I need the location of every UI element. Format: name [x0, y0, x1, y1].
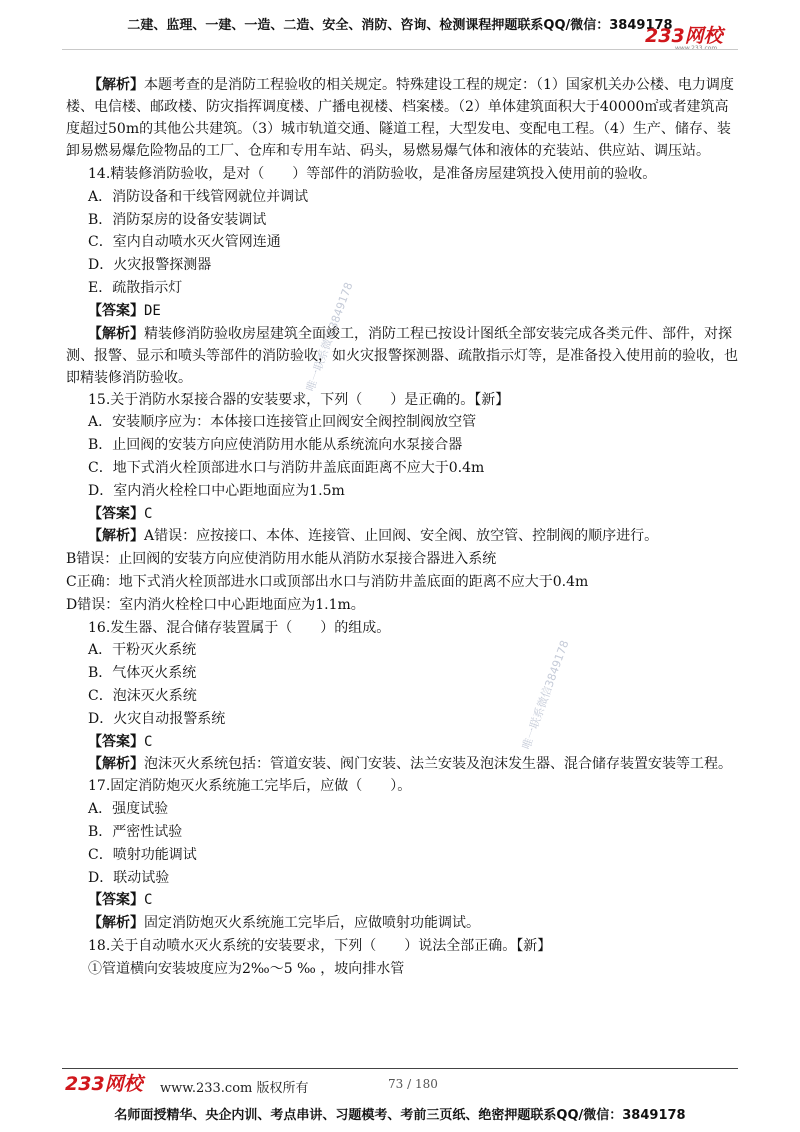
q17-stem: 17.固定消防炮灭火系统施工完毕后，应做（ ）。	[88, 778, 412, 795]
brand-logo	[643, 22, 738, 52]
answer-tag: 【答案】	[88, 892, 144, 909]
q15-analysis-c: C正确：地下式消火栓顶部进水口或顶部出水口与消防井盖底面的距离不应大于0.4m	[66, 573, 589, 590]
analysis-tag: 【解析】	[88, 915, 144, 932]
analysis-tag: 【解析】	[88, 528, 144, 545]
q16-option-d: D．火灾自动报警系统	[88, 710, 226, 727]
footer-divider	[62, 1068, 738, 1069]
footer-copyright: www.233.com 版权所有	[160, 1081, 309, 1096]
q14-option-b: B．消防泵房的设备安装调试	[88, 211, 267, 228]
q15-option-b: B．止回阀的安装方向应使消防用水能从系统流向水泵接合器	[88, 437, 463, 454]
analysis-text: 泡沫灭火系统包括：管道安装、阀门安装、法兰安装及泡沫发生器、混合储存装置安装等工程。	[144, 756, 732, 773]
analysis-text: 精装修消防验收房屋建筑全面竣工，消防工程已按设计图纸全部安装完成各类元件、部件，对探测、报警、显示和喷头等部件的消防验收，如火灾报警探测器、疏散指示灯等，是准备投入使用前的验收，也即精装修消防验收。	[66, 325, 738, 386]
q15-analysis-d: D错误：室内消火栓栓口中心距地面应为1.1m。	[66, 596, 365, 613]
q15-answer	[66, 503, 740, 526]
q15-option-c: C．地下式消火栓顶部进水口与消防井盖底面距离不应大于0.4m	[88, 459, 485, 476]
watermark: 唯一联系微信3849178	[519, 638, 572, 752]
logo-text: 233网校	[645, 25, 723, 47]
analysis-tag: 【解析】	[88, 77, 144, 93]
document-body	[66, 74, 740, 981]
analysis-text: 固定消防炮灭火系统施工完毕后，应做喷射功能调试。	[144, 915, 480, 932]
q17-option-c: C．喷射功能调试	[88, 846, 197, 863]
footer-brand-logo	[64, 1070, 150, 1096]
q17-analysis	[66, 912, 740, 935]
q14-option-e: E．疏散指示灯	[88, 279, 183, 296]
q17-answer	[66, 889, 740, 912]
q15-analysis-a	[66, 525, 740, 548]
q13-analysis	[66, 74, 740, 162]
q14-answer	[66, 300, 740, 323]
q17-option-d: D．联动试验	[88, 869, 170, 886]
analysis-text: A错误：应按接口、本体、连接管、止回阀、安全阀、放空管、控制阀的顺序进行。	[144, 528, 659, 545]
q18-item-1: ①管道横向安装坡度应为2‰～5 ‰ ，坡向排水管	[88, 960, 405, 977]
q14-stem: 14.精装修消防验收，是对（ ）等部件的消防验收，是准备房屋建筑投入使用前的验收。	[88, 166, 657, 182]
q15-stem: 15.关于消防水泵接合器的安装要求，下列（ ）是正确的。【新】	[88, 391, 510, 408]
q16-stem: 16.发生器、混合储存装置属于（ ）的组成。	[88, 619, 391, 636]
q14-option-c: C．室内自动喷水灭火管网连通	[88, 234, 281, 251]
q18-stem: 18.关于自动喷水灭火系统的安装要求，下列（ ）说法全部正确。【新】	[88, 937, 552, 954]
q16-option-b: B．气体灭火系统	[88, 665, 197, 682]
q15-option-d: D．室内消火栓栓口中心距地面应为1.5m	[88, 482, 345, 499]
q16-analysis	[66, 753, 740, 775]
q15-option-a: A．安装顺序应为：本体接口连接管止回阀安全阀控制阀放空管	[88, 414, 477, 431]
answer-tag: 【答案】	[88, 302, 144, 319]
q14-option-d: D．火灾报警探测器	[88, 257, 212, 274]
page-header	[0, 0, 800, 52]
q14-analysis	[66, 323, 740, 389]
header-divider	[62, 49, 738, 50]
q14-option-a: A．消防设备和干线管网就位并调试	[88, 188, 309, 205]
footer-logo-text: 233网校	[65, 1073, 143, 1095]
q16-answer	[66, 731, 740, 754]
footer-banner: 名师面授精华、央企内训、考点串讲、习题模考、考前三页纸、绝密押题联系QQ/微信：3849178	[114, 1108, 686, 1123]
header-banner: 二建、监理、一建、一造、二造、安全、消防、咨询、检测课程押题联系QQ/微信：3849178	[127, 18, 673, 33]
answer-value: C	[144, 505, 153, 522]
q16-option-c: C．泡沫灭火系统	[88, 687, 197, 704]
analysis-tag: 【解析】	[88, 756, 144, 773]
answer-tag: 【答案】	[88, 505, 144, 522]
answer-value: DE	[144, 302, 161, 319]
q17-option-a: A．强度试验	[88, 801, 169, 818]
q17-option-b: B．严密性试验	[88, 823, 183, 840]
answer-value: C	[144, 733, 153, 750]
q16-option-a: A．干粉灭火系统	[88, 642, 197, 659]
analysis-text: 本题考查的是消防工程验收的相关规定。特殊建设工程的规定：（1）国家机关办公楼、电力调度楼、电信楼、邮政楼、防灾指挥调度楼、广播电视楼、档案楼。（2）单体建筑面积大于40000㎡或者建筑高度超过50m的其他公共建筑。（3）城市轨道交通、隧道工程，大型发电、变配电工程。（4）生产、储存、装卸易燃易爆危险物品的工厂、仓库和专用车站、码头，易燃易爆气体和液体的充装站、供应站、调压站。	[66, 77, 734, 159]
answer-tag: 【答案】	[88, 733, 144, 750]
watermark: 唯一联系微信3849178	[303, 280, 356, 394]
q15-analysis-b: B错误：止回阀的安装方向应使消防用水能从消防水泵接合器进入系统	[66, 551, 497, 568]
answer-value: C	[144, 892, 153, 909]
page-number: 73 / 180	[388, 1077, 438, 1091]
analysis-tag: 【解析】	[88, 325, 144, 342]
